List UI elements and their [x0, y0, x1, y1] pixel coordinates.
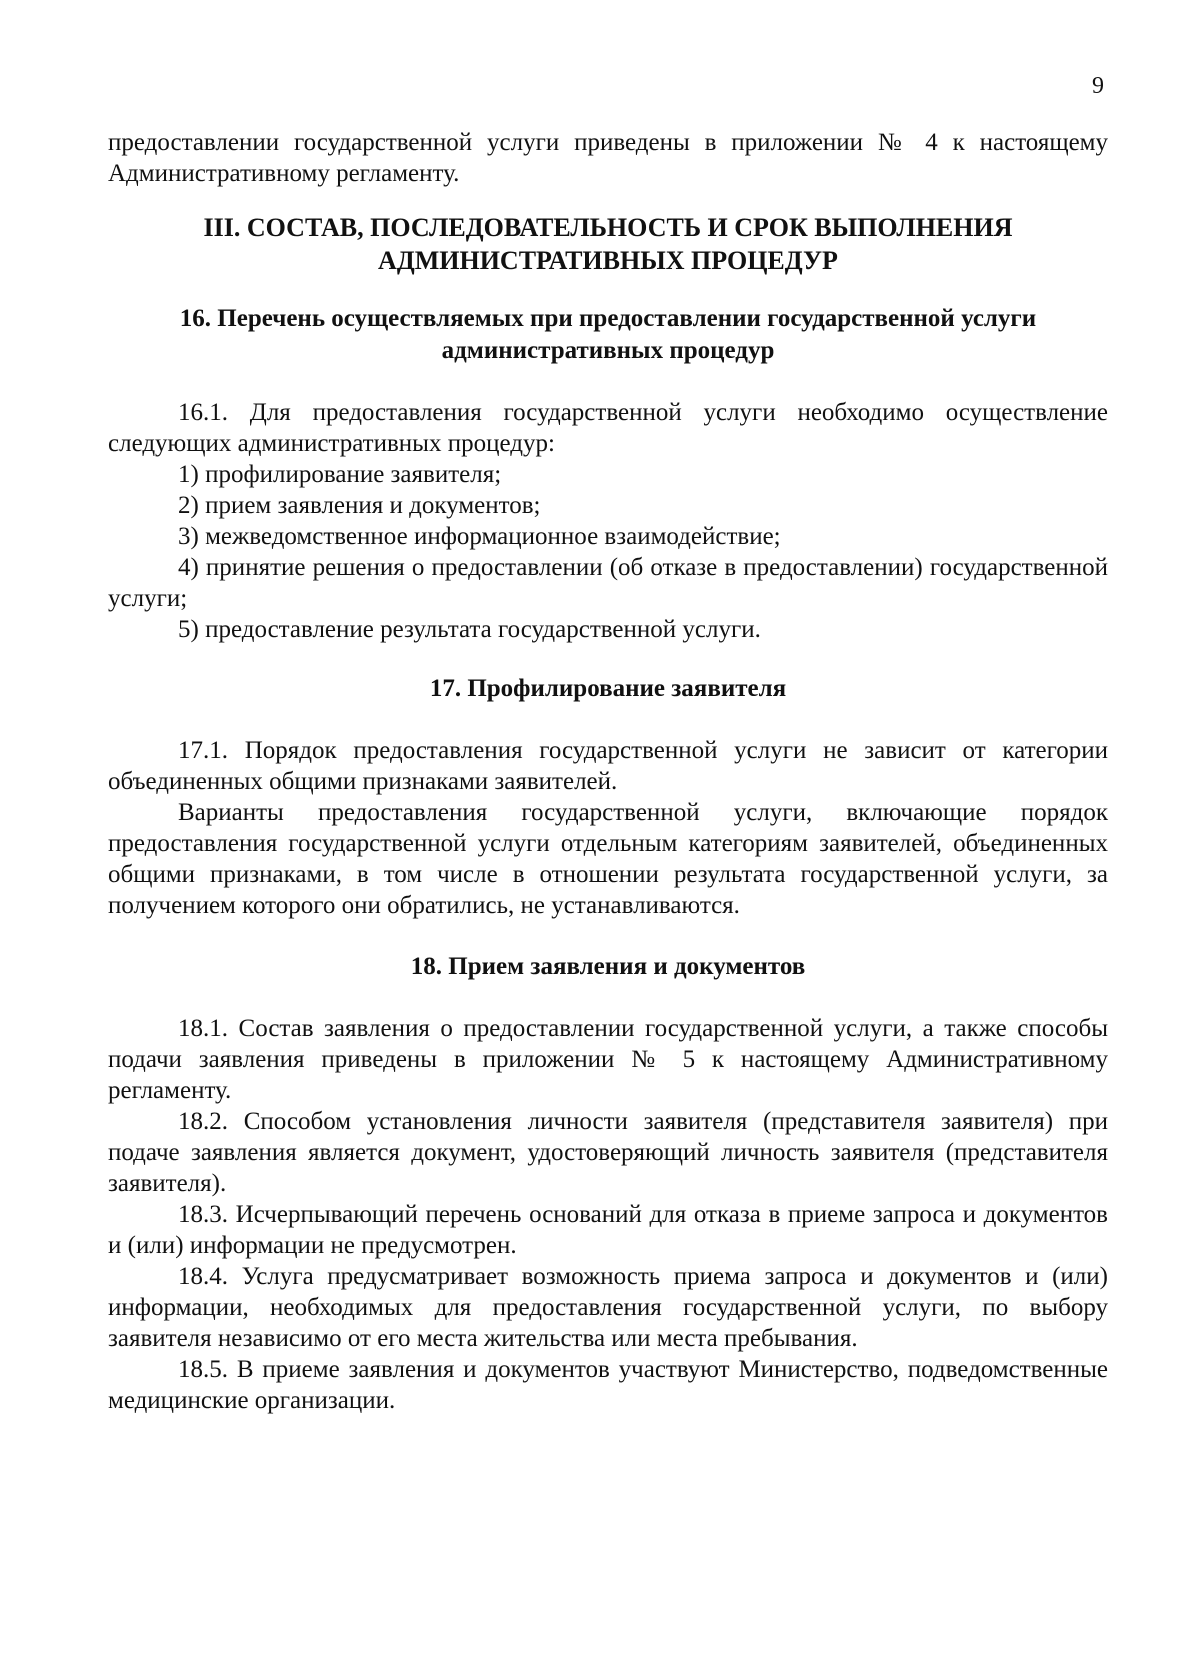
subsection-16-heading — [108, 303, 1108, 367]
paragraph-18-3: 18.3. Исчерпывающий перечень оснований для отказа в приеме запроса и документов и (или) информации не предусмотрен. — [108, 1201, 1108, 1259]
paragraph-18-4: 18.4. Услуга предусматривает возможность приема запроса и документов и (или) информации, необходимых для предоставления государственной услуги, по выбору заявителя независимо от его места жительства или места пребывания. — [108, 1263, 1108, 1352]
document-body — [108, 127, 1108, 1416]
intro-paragraph: предоставлении государственной услуги приведены в приложении № 4 к настоящему Административному регламенту. — [108, 129, 1108, 187]
subsection-16-heading-line2: административных процедур — [441, 337, 775, 364]
page-number: 9 — [1092, 73, 1104, 99]
section-heading-line1: III. СОСТАВ, ПОСЛЕДОВАТЕЛЬНОСТЬ И СРОК ВЫПОЛНЕНИЯ — [203, 213, 1013, 242]
list-item: 1) профилирование заявителя; — [178, 461, 502, 488]
list-item: 5) предоставление результата государственной услуги. — [178, 616, 761, 643]
subsection-17-body — [108, 735, 1108, 921]
list-item: 4) принятие решения о предоставлении (об отказе в предоставлении) государственной услуги; — [108, 554, 1108, 612]
subsection-17-heading: 17. Профилирование заявителя — [429, 675, 787, 702]
section-heading — [108, 211, 1108, 277]
paragraph-17-1: 17.1. Порядок предоставления государственной услуги не зависит от категории объединенных общими признаками заявителей. — [108, 737, 1108, 795]
paragraph-17-variants: Варианты предоставления государственной услуги, включающие порядок предоставления государственной услуги отдельным категориям заявителей, объединенных общими признаками, в том числе в отношении результата государственной услуги, за получением которого они обратились, не устанавливаются. — [108, 799, 1108, 919]
paragraph-18-5: 18.5. В приеме заявления и документов участвуют Министерство, подведомственные медицинские организации. — [108, 1356, 1108, 1414]
subsection-18-body — [108, 1013, 1108, 1416]
list-item: 2) прием заявления и документов; — [178, 492, 541, 519]
paragraph-18-1: 18.1. Состав заявления о предоставлении государственной услуги, а также способы подачи заявления приведены в приложении № 5 к настоящему Административному регламенту. — [108, 1015, 1108, 1104]
subsection-18-heading: 18. Прием заявления и документов — [410, 953, 806, 980]
subsection-16-heading-line1: 16. Перечень осуществляемых при предоставлении государственной услуги — [179, 305, 1037, 332]
subsection-16-body — [108, 397, 1108, 645]
list-item: 3) межведомственное информационное взаимодействие; — [178, 523, 781, 550]
section-heading-line2: АДМИНИСТРАТИВНЫХ ПРОЦЕДУР — [378, 246, 838, 275]
paragraph-18-2: 18.2. Способом установления личности заявителя (представителя заявителя) при подаче заявления является документ, удостоверяющий личность заявителя (представителя заявителя). — [108, 1108, 1108, 1197]
paragraph-16-1: 16.1. Для предоставления государственной услуги необходимо осуществление следующих административных процедур: — [108, 399, 1108, 457]
